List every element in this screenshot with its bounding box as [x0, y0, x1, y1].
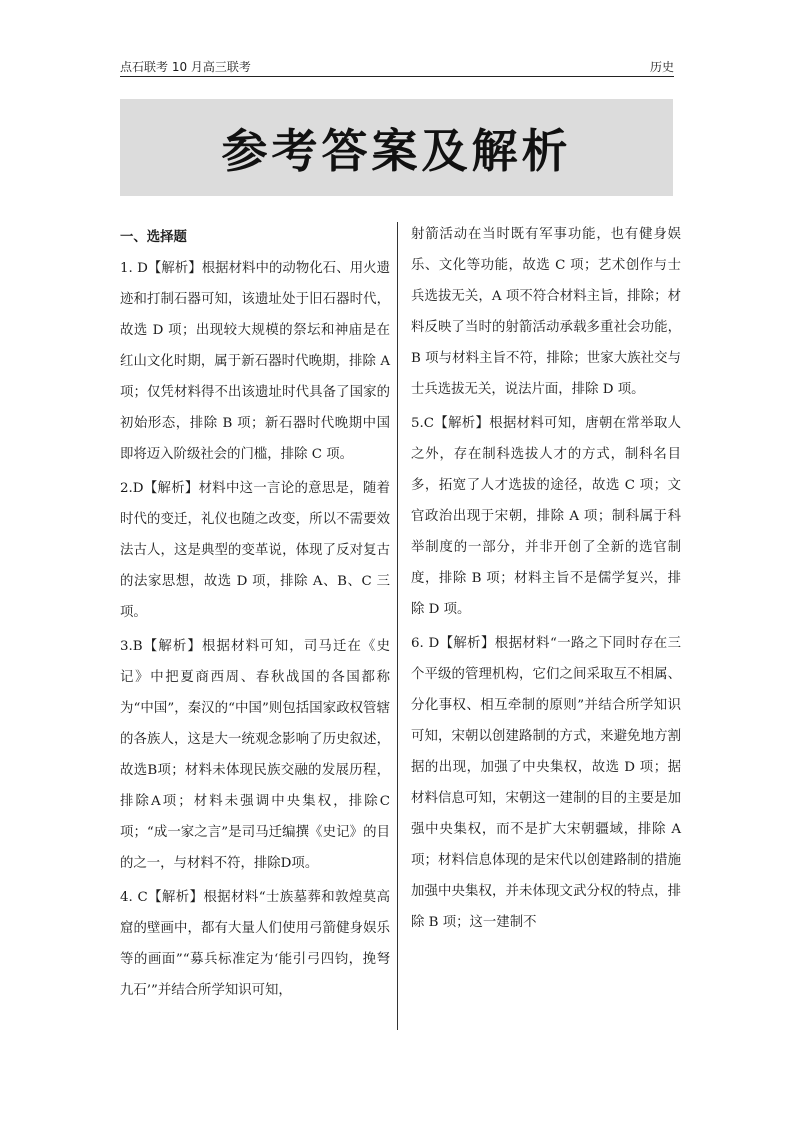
column-divider	[397, 222, 398, 1030]
right-column	[411, 219, 681, 941]
answer-paragraph-1: 1. D【解析】根据材料中的动物化石、用火遗迹和打制石器可知，该遗址处于旧石器时代，故选 D 项；出现较大规模的祭坛和神庙是在红山文化时期，属于新石器时代晚期，排除 A 项；仅凭材料得不出该遗址时代具备了国家的初始形态，排除 B 项；新石器时代晚期中国即将迈入阶级社会的门槛，排除 C 项。	[120, 261, 390, 462]
answer-paragraph-2: 2.D【解析】材料中这一言论的意思是，随着时代的变迁，礼仪也随之改变，所以不需要效法古人，这是典型的变革说，体现了反对复古的法家思想，故选 D 项，排除 A、B、C 三项。	[120, 481, 390, 620]
exam-name: 点石联考 10 月高三联考	[120, 60, 251, 74]
answer-paragraph-5: 5.C【解析】根据材料可知，唐朝在常举取人之外，存在制科选拔人才的方式，制科名目多，拓宽了人才选拔的途径，故选 C 项；文官政治出现于宋朝，排除 A 项；制科属于科举制度的一部分，并非开创了全新的选官制度，排除 B 项；材料主旨不是儒学复兴，排除 D 项。	[411, 416, 681, 617]
left-column	[120, 222, 390, 1009]
page-header	[120, 58, 674, 78]
title-banner	[120, 99, 673, 196]
section-title: 一、选择题	[120, 230, 187, 245]
subject-name: 历史	[649, 60, 674, 74]
header-rule	[120, 76, 674, 77]
answer-paragraph-4-cont: 射箭活动在当时既有军事功能，也有健身娱乐、文化等功能，故选 C 项；艺术创作与士兵选拔无关，A 项不符合材料主旨，排除；材料反映了当时的射箭活动承载多重社会功能，B 项与材料主旨不符，排除；世家大族社交与士兵选拔无关，说法片面，排除 D 项。	[411, 227, 681, 397]
answer-paragraph-3: 3.B【解析】根据材料可知，司马迁在《史记》中把夏商西周、春秋战国的各国都称为“中国”，秦汉的“中国”则包括国家政权管辖的各族人，这是大一统观念影响了历史叙述，故选B项；材料未体现民族交融的发展历程，排除A项；材料未强调中央集权，排除C项；“成一家之言”是司马迁编撰《史记》的目的之一，与材料不符，排除D项。	[120, 639, 390, 871]
answer-paragraph-6: 6. D【解析】根据材料“一路之下同时存在三个平级的管理机构，它们之间采取互不相属、分化事权、相互牵制的原则”并结合所学知识可知，宋朝以创建路制的方式，来避免地方割据的出现，加强了中央集权，故选 D 项；据材料信息可知，宋朝这一建制的目的主要是加强中央集权，而不是扩大宋朝疆域，排除 A 项；材料信息体现的是宋代以创建路制的措施加强中央集权，并未体现文武分权的特点，排除 B 项；这一建制不	[411, 636, 681, 930]
answer-paragraph-4: 4. C【解析】根据材料“士族墓葬和敦煌莫高窟的壁画中，都有大量人们使用弓箭健身娱乐等的画面”“募兵标准定为‘能引弓四钧，挽弩九石’”并结合所学知识可知，	[120, 890, 390, 998]
page-title: 参考答案及解析	[221, 123, 572, 178]
